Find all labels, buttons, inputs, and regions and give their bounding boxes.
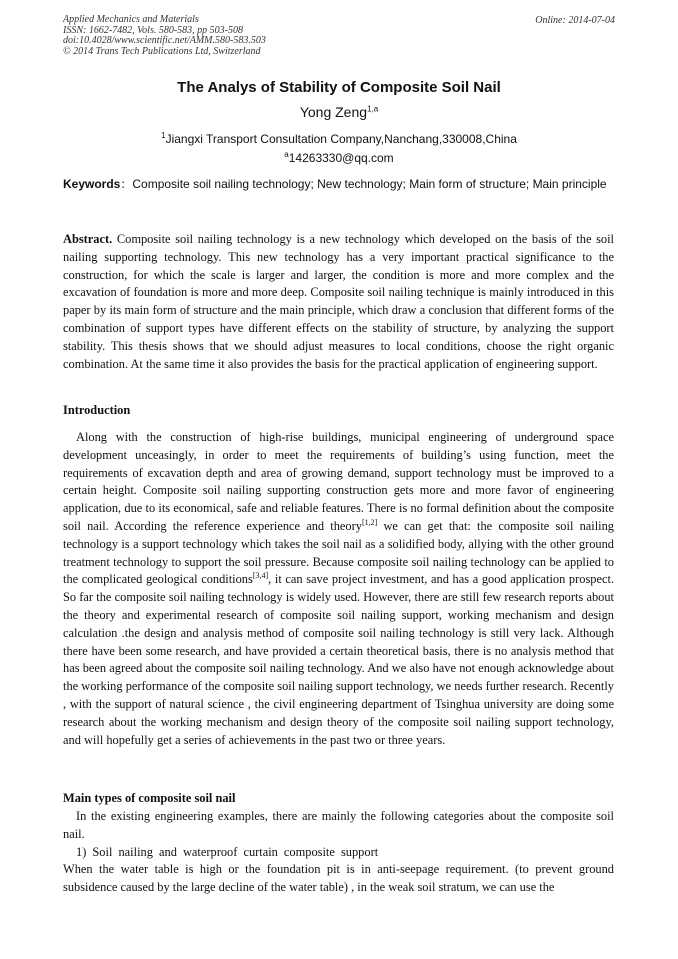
main-types-heading: Main types of composite soil nail	[63, 791, 236, 805]
email-superscript: a	[284, 150, 289, 159]
main-types-paragraph: In the existing engineering examples, there are mainly the following categories about the composite soil nail.	[63, 809, 614, 841]
author-superscript: 1,a	[367, 104, 379, 114]
intro-text-3: , it can save project investment, and has a good application prospect. So far the composite soil nailing technology is widely used. However, there are still few research reports about the theory and experimental research of composite soil nailing support, working mechanism and design calculation .the design and analysis method of composite soil nailing technology is still very lack. Although there have been some research, and have provided a certain theoretical basis, there is no analysis method that has been agreed about the composite soil nailing technology. And we also have not enough acknowledge about the working performance of the composite soil nailing support technology, we needs further research. Recently , with the support of natural science , the civil engineering department of Tsinghua university are doing some research about the working mechanism and design theory of the composite soil nailing support technology, and will hopefully get a series of achievements in the past two or three years.	[63, 572, 614, 747]
intro-text-2: we can get that: the composite soil nailing technology is a support technology which takes the soil nail as a solidified body, allying with the other ground treatment technology to support the soil pressure. Because composite soil nailing technology can be applied to the complicated geological conditions	[63, 518, 614, 587]
keywords-label: Keywords	[63, 177, 121, 191]
author-line	[0, 104, 678, 120]
introduction-heading: Introduction	[63, 403, 131, 417]
affiliation-line	[0, 132, 678, 146]
author-name: Yong Zeng	[299, 104, 368, 120]
email-line	[0, 151, 678, 165]
copyright-line: © 2014 Trans Tech Publications Ltd, Switzerland	[63, 45, 261, 57]
keywords	[63, 175, 614, 194]
keywords-separator: ：	[120, 177, 133, 191]
paper-title: The Analys of Stability of Composite Soil Nail	[177, 79, 501, 96]
issn-line: ISSN: 1662-7482, Vols. 580-583, pp 503-508	[63, 24, 243, 36]
citation-3-4: [3,4]	[252, 571, 269, 581]
journal-name: Applied Mechanics and Materials	[63, 14, 199, 25]
intro-text-1: Along with the construction of high-rise buildings, municipal engineering of underground space development unceasingly, in order to meet the requirements of building’s using function, meet the requirements of excavation depth and area of growing demand, support technology must be improved to a certain height. Composite soil nailing supporting construction gets more and more favor of engineering application, due to its economical, safe and reliable features. There is no formal definition about the composite soil nail. According the reference experience and theory	[63, 430, 614, 533]
main-types-paragraph-2: When the water table is high or the foundation pit is in anti-seepage requirement. (to prevent ground subsidence caused by the large decline of the water table) , in the weak soil stratum, we can use the	[63, 862, 614, 895]
online-date: Online: 2014-07-04	[535, 15, 615, 26]
doi-line: doi:10.4028/www.scientific.net/AMM.580-583.503	[63, 35, 266, 46]
affiliation: Jiangxi Transport Consultation Company,Nanchang,330008,China	[165, 132, 517, 146]
journal-header	[63, 15, 266, 57]
abstract-label: Abstract.	[63, 232, 113, 246]
affiliation-superscript: 1	[161, 131, 166, 140]
list-item-1: 1) Soil nailing and waterproof curtain composite support	[76, 844, 379, 859]
email: 14263330@qq.com	[288, 151, 394, 165]
keywords-text: Composite soil nailing technology; New technology; Main form of structure; Main principle	[132, 177, 607, 191]
citation-1-2: [1,2]	[361, 517, 378, 527]
abstract-text: Composite soil nailing technology is a new technology which developed on the basis of the soil nailing supporting technology. This new technology has a very important practical significance to the construction, for which the scale is larger and larger, the condition is more and more complex and the excavation of foundation is more and more deep. Composite soil nailing technique is mainly introduced in this paper by its main form of structure and the main principle, which draw a conclusion that different forms of the combination of support types have different effects on the stability of structure, by analyzing the support stability. This thesis shows that we should adjust measures to local conditions, choose the right organic combination. At the same time it also provides the basis for the practical application of engineering support.	[63, 232, 614, 371]
introduction-paragraph	[63, 429, 614, 749]
abstract	[63, 231, 614, 373]
main-types-section	[63, 808, 614, 897]
